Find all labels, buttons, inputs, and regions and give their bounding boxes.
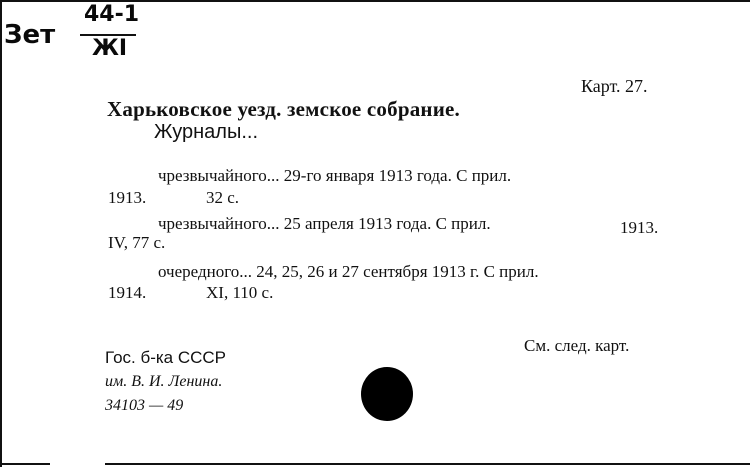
- stamp-line-1: Гос. б-ка СССР: [105, 348, 227, 367]
- bottom-edge-line-right: [105, 463, 750, 465]
- entry-1-pages: 32 с.: [206, 188, 240, 207]
- bottom-edge-line-left: [0, 463, 50, 465]
- entry-2-line1: чрезвычайного... 25 апреля 1913 года. С прил.: [158, 214, 491, 233]
- entry-2-year: 1913.: [620, 218, 659, 237]
- handwritten-bottom: ЖI: [92, 36, 128, 61]
- entry-1-year: 1913.: [108, 188, 147, 207]
- left-edge-line: [0, 0, 2, 467]
- punch-hole: [361, 367, 413, 421]
- entry-2-pages: IV, 77 с.: [108, 233, 166, 252]
- catalog-heading: Харьковское уезд. земское собрание.: [107, 97, 460, 121]
- entry-3-year: 1914.: [108, 283, 147, 302]
- entry-1-line1: чрезвычайного... 29-го января 1913 года. С прил.: [158, 166, 512, 185]
- handwritten-top: 44-1: [84, 2, 140, 27]
- entry-3-pages: XI, 110 с.: [206, 283, 274, 302]
- entry-3-line1: очередного... 24, 25, 26 и 27 сентября 1913 г. С прил.: [158, 262, 539, 281]
- see-next-card: См. след. карт.: [524, 336, 630, 355]
- handwritten-left: Зет: [4, 20, 56, 50]
- stamp-line-3: 34103 — 49: [105, 397, 184, 414]
- stamp-line-2: им. В. И. Ленина.: [105, 373, 223, 390]
- card-number: Карт. 27.: [581, 76, 648, 96]
- catalog-subheading: Журналы...: [154, 121, 259, 143]
